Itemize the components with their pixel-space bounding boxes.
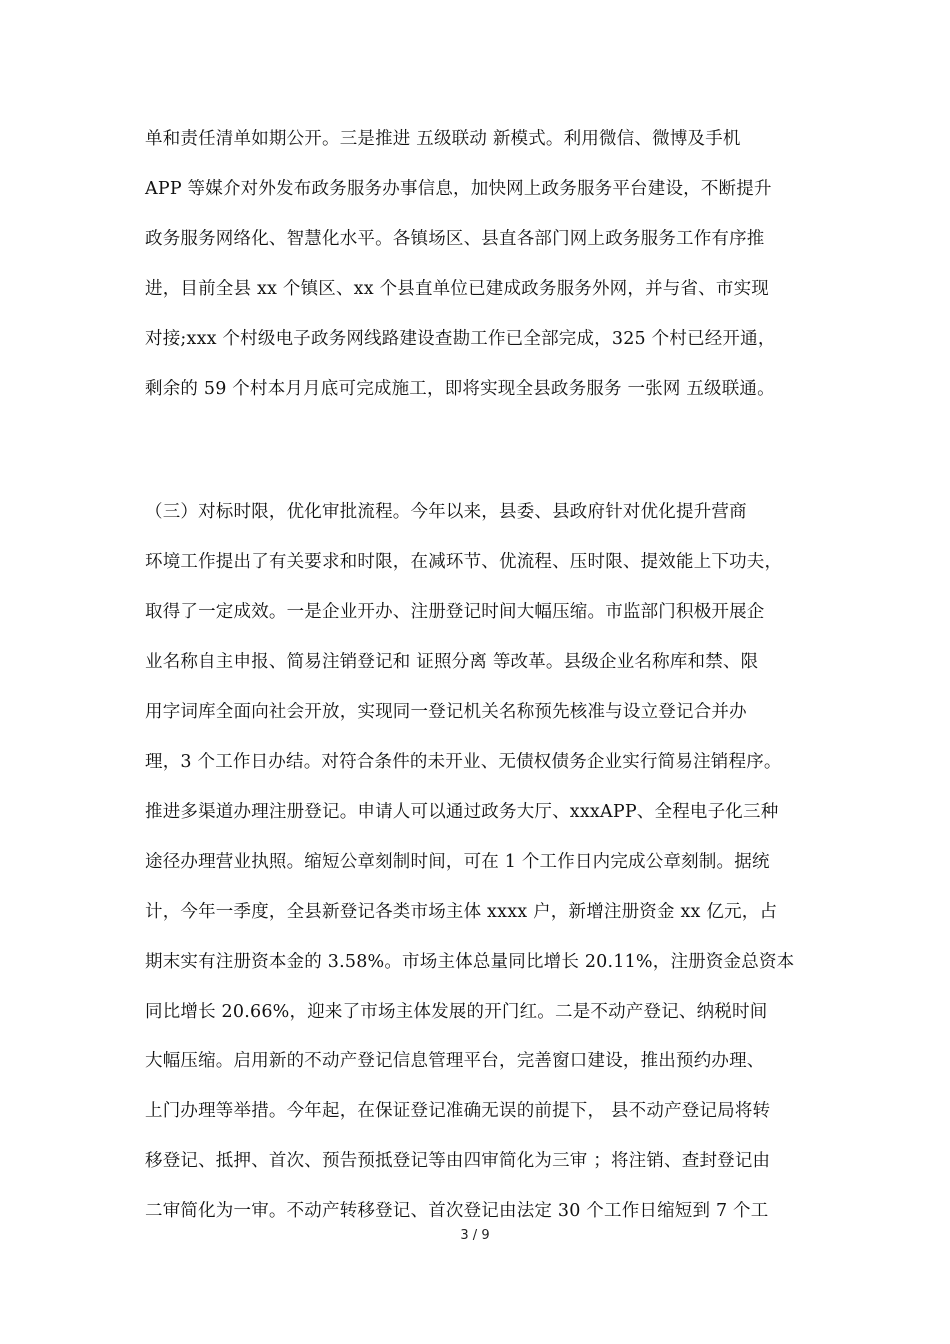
text-line: 计，今年一季度，全县新登记各类市场主体 xxxx 户，新增注册资金 xx 亿元，占 — [145, 902, 778, 922]
text-line: 移登记、抵押、首次、预告预抵登记等由四审简化为三审 ；将注销、查封登记由 — [145, 1151, 771, 1171]
text-line: 单和责任清单如期公开。三是推进 五级联动 新模式。利用微信、微博及手机 — [145, 129, 741, 149]
text-line: 进，目前全县 xx 个镇区、xx 个县直单位已建成政务服务外网，并与省、市实现 — [145, 279, 769, 299]
text-line: 同比增长 20.66%，迎来了市场主体发展的开门红。二是不动产登记、纳税时间 — [145, 1002, 768, 1022]
text-line: 期末实有注册资本金的 3.58%。市场主体总量同比增长 20.11%，注册资金总资本 — [145, 952, 795, 972]
text-line: 途径办理营业执照。缩短公章刻制时间，可在 1 个工作日内完成公章刻制。据统 — [145, 852, 770, 872]
text-line: 理，3 个工作日办结。对符合条件的未开业、无债权债务企业实行简易注销程序。 — [145, 752, 782, 772]
text-line: 剩余的 59 个村本月月底可完成施工，即将实现全县政务服务 一张网 五级联通。 — [145, 379, 775, 399]
section-heading-line: （三）对标时限，优化审批流程。今年以来，县委、县政府针对优化提升营商 — [145, 502, 747, 522]
text-line: 用字词库全面向社会开放，实现同一登记机关名称预先核准与设立登记合并办 — [145, 702, 747, 722]
text-line: 取得了一定成效。一是企业开办、注册登记时间大幅压缩。市监部门积极开展企 — [145, 602, 765, 622]
text-line: 政务服务网络化、智慧化水平。各镇场区、县直各部门网上政务服务工作有序推 — [145, 229, 765, 249]
text-line: 环境工作提出了有关要求和时限，在减环节、优流程、压时限、提效能上下功夫， — [145, 552, 783, 572]
text-line: 大幅压缩。启用新的不动产登记信息管理平台，完善窗口建设，推出预约办理、 — [145, 1051, 765, 1071]
text-line: 业名称自主申报、简易注销登记和 证照分离 等改革。县级企业名称库和禁、限 — [145, 652, 759, 672]
text-line: 二审简化为一审。不动产转移登记、首次登记由法定 30 个工作日缩短到 7 个工 — [145, 1201, 769, 1221]
page-number: 3 / 9 — [460, 1228, 490, 1243]
text-line: 推进多渠道办理注册登记。申请人可以通过政务大厅、xxxAPP、全程电子化三种 — [145, 802, 779, 822]
text-line: APP 等媒介对外发布政务服务办事信息，加快网上政务服务平台建设，不断提升 — [145, 179, 772, 199]
text-line: 上门办理等举措。今年起，在保证登记准确无误的前提下， 县不动产登记局将转 — [145, 1101, 771, 1121]
text-line: 对接;xxx 个村级电子政务网线路建设查勘工作已全部完成，325 个村已经开通， — [145, 329, 776, 349]
